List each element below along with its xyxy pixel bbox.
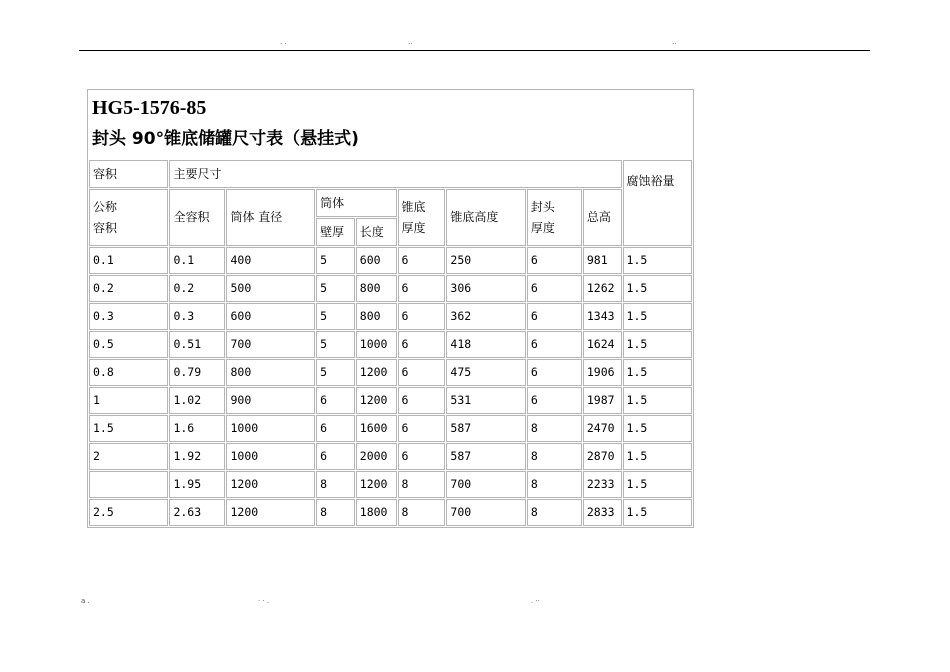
table-cell: 2 xyxy=(89,443,168,470)
table-cell: 1.5 xyxy=(89,415,168,442)
header-total-height: 总高 xyxy=(583,189,622,246)
table-cell: 475 xyxy=(446,359,525,386)
table-cell: 6 xyxy=(398,387,446,414)
table-cell: 6 xyxy=(398,275,446,302)
table-cell: 700 xyxy=(226,331,315,358)
table-cell: 2.63 xyxy=(169,499,225,526)
table-cell: 306 xyxy=(446,275,525,302)
table-row xyxy=(89,387,692,414)
table-cell: 6 xyxy=(527,331,582,358)
table-cell: 1.5 xyxy=(623,303,692,330)
table-cell: 0.5 xyxy=(89,331,168,358)
table-cell: 1262 xyxy=(583,275,622,302)
table-cell: 800 xyxy=(356,275,397,302)
table-cell: 800 xyxy=(226,359,315,386)
table-cell: 5 xyxy=(316,303,355,330)
table-cell: 900 xyxy=(226,387,315,414)
table-cell: 2870 xyxy=(583,443,622,470)
table-cell: 981 xyxy=(583,247,622,274)
table-cell: 587 xyxy=(446,443,525,470)
table-cell: 6 xyxy=(527,303,582,330)
table-cell: 1.6 xyxy=(169,415,225,442)
table-cell: 1.5 xyxy=(623,387,692,414)
table-cell: 6 xyxy=(316,415,355,442)
header-head-thickness-line-2: 厚度 xyxy=(530,220,555,235)
table-cell: 1200 xyxy=(226,499,315,526)
header-row-1 xyxy=(89,160,692,188)
table-cell: 1200 xyxy=(356,359,397,386)
header-nominal-volume xyxy=(89,189,168,246)
table-cell: 1000 xyxy=(226,443,315,470)
header-cone-thickness xyxy=(398,189,446,246)
header-nominal-line-1: 公称 xyxy=(93,199,118,214)
table-cell: 8 xyxy=(527,443,582,470)
table-cell: 0.1 xyxy=(169,247,225,274)
header-head-thickness xyxy=(527,189,582,246)
header-mark: · · xyxy=(280,40,287,48)
title-cell xyxy=(89,91,692,159)
table-row xyxy=(89,359,692,386)
table-row xyxy=(89,471,692,498)
table-cell: 6 xyxy=(527,247,582,274)
table-cell: 6 xyxy=(527,275,582,302)
table-cell: 587 xyxy=(446,415,525,442)
table-title: 封头 90°锥底储罐尺寸表（悬挂式) xyxy=(92,129,359,149)
table-cell: 0.3 xyxy=(89,303,168,330)
table-cell: 531 xyxy=(446,387,525,414)
header-row-2 xyxy=(89,189,692,217)
footer-mark: a . xyxy=(81,597,90,605)
table-cell: 1000 xyxy=(226,415,315,442)
header-shell-diameter: 筒体 直径 xyxy=(226,189,315,246)
title-row xyxy=(89,91,692,159)
table-cell: 0.8 xyxy=(89,359,168,386)
table-cell: 1.5 xyxy=(623,331,692,358)
table-cell: 5 xyxy=(316,275,355,302)
header-rule xyxy=(79,50,870,51)
table-cell: 600 xyxy=(226,303,315,330)
table-cell: 250 xyxy=(446,247,525,274)
table-cell: 0.2 xyxy=(89,275,168,302)
header-volume: 容积 xyxy=(89,160,168,188)
table-cell: 0.2 xyxy=(169,275,225,302)
table-cell: 1200 xyxy=(356,387,397,414)
table-cell: 1.02 xyxy=(169,387,225,414)
table-cell: 362 xyxy=(446,303,525,330)
table-cell: 0.51 xyxy=(169,331,225,358)
table-cell: 6 xyxy=(398,303,446,330)
header-mark: ·· xyxy=(408,40,413,48)
table-row xyxy=(89,443,692,470)
table-cell: 6 xyxy=(527,387,582,414)
table-row xyxy=(89,499,692,526)
table-cell: 5 xyxy=(316,331,355,358)
table-cell: 6 xyxy=(398,359,446,386)
table-row xyxy=(89,247,692,274)
table-cell: 8 xyxy=(527,471,582,498)
header-cone-thickness-line-1: 锥底 xyxy=(401,199,426,214)
table-cell: 1200 xyxy=(226,471,315,498)
table-cell: 1.5 xyxy=(623,499,692,526)
table-cell: 1.5 xyxy=(623,443,692,470)
footer-mark: . ·· xyxy=(531,597,540,605)
table-cell: 2.5 xyxy=(89,499,168,526)
table-cell: 600 xyxy=(356,247,397,274)
table-cell: 1.5 xyxy=(623,247,692,274)
table-cell: 2233 xyxy=(583,471,622,498)
table-cell: 8 xyxy=(316,499,355,526)
table-cell: 1.95 xyxy=(169,471,225,498)
table-cell: 1.92 xyxy=(169,443,225,470)
table-cell: 1200 xyxy=(356,471,397,498)
table-row xyxy=(89,303,692,330)
header-nominal-line-2: 容积 xyxy=(93,220,118,235)
table-cell: 0.3 xyxy=(169,303,225,330)
header-shell: 筒体 xyxy=(316,189,396,217)
table-cell: 8 xyxy=(527,415,582,442)
tank-dimension-table xyxy=(87,89,694,528)
table-cell: 6 xyxy=(316,443,355,470)
table-cell: 700 xyxy=(446,471,525,498)
table-cell: 1 xyxy=(89,387,168,414)
table-cell: 6 xyxy=(527,359,582,386)
table-row xyxy=(89,415,692,442)
table-row xyxy=(89,275,692,302)
table-cell: 0.79 xyxy=(169,359,225,386)
table-cell: 1343 xyxy=(583,303,622,330)
header-cone-height: 锥底高度 xyxy=(446,189,525,246)
table-cell: 1800 xyxy=(356,499,397,526)
table-cell: 2470 xyxy=(583,415,622,442)
table-row xyxy=(89,331,692,358)
table-cell: 1600 xyxy=(356,415,397,442)
table-cell: 400 xyxy=(226,247,315,274)
header-corrosion: 腐蚀裕量 xyxy=(623,160,692,246)
table-cell: 2833 xyxy=(583,499,622,526)
header-mark: ·· xyxy=(672,40,677,48)
header-wall-thickness: 壁厚 xyxy=(316,218,355,246)
table-cell: 5 xyxy=(316,247,355,274)
header-length: 长度 xyxy=(356,218,397,246)
table-cell: 1000 xyxy=(356,331,397,358)
header-cone-thickness-line-2: 厚度 xyxy=(401,220,426,235)
table-cell: 6 xyxy=(398,247,446,274)
table-cell: 1.5 xyxy=(623,275,692,302)
table-cell: 5 xyxy=(316,359,355,386)
header-head-thickness-line-1: 封头 xyxy=(530,199,555,214)
table-cell: 6 xyxy=(316,387,355,414)
table-cell: 8 xyxy=(398,471,446,498)
table-cell: 1906 xyxy=(583,359,622,386)
table-cell: 6 xyxy=(398,415,446,442)
table-cell: 1.5 xyxy=(623,359,692,386)
table-cell: 1.5 xyxy=(623,415,692,442)
table-cell: 1987 xyxy=(583,387,622,414)
table-cell: 800 xyxy=(356,303,397,330)
footer-mark: · · . xyxy=(258,597,270,605)
table-cell xyxy=(89,471,168,498)
table-cell: 8 xyxy=(398,499,446,526)
table-body xyxy=(89,247,692,526)
table-cell: 6 xyxy=(398,331,446,358)
header-main-dims: 主要尺寸 xyxy=(169,160,621,188)
table-cell: 2000 xyxy=(356,443,397,470)
table-cell: 1.5 xyxy=(623,471,692,498)
table-cell: 0.1 xyxy=(89,247,168,274)
table-cell: 500 xyxy=(226,275,315,302)
standard-code: HG5-1576-85 xyxy=(92,97,207,119)
table-cell: 700 xyxy=(446,499,525,526)
table-cell: 8 xyxy=(527,499,582,526)
table-cell: 8 xyxy=(316,471,355,498)
table-cell: 418 xyxy=(446,331,525,358)
table-cell: 1624 xyxy=(583,331,622,358)
header-full-volume: 全容积 xyxy=(169,189,225,246)
table-cell: 6 xyxy=(398,443,446,470)
